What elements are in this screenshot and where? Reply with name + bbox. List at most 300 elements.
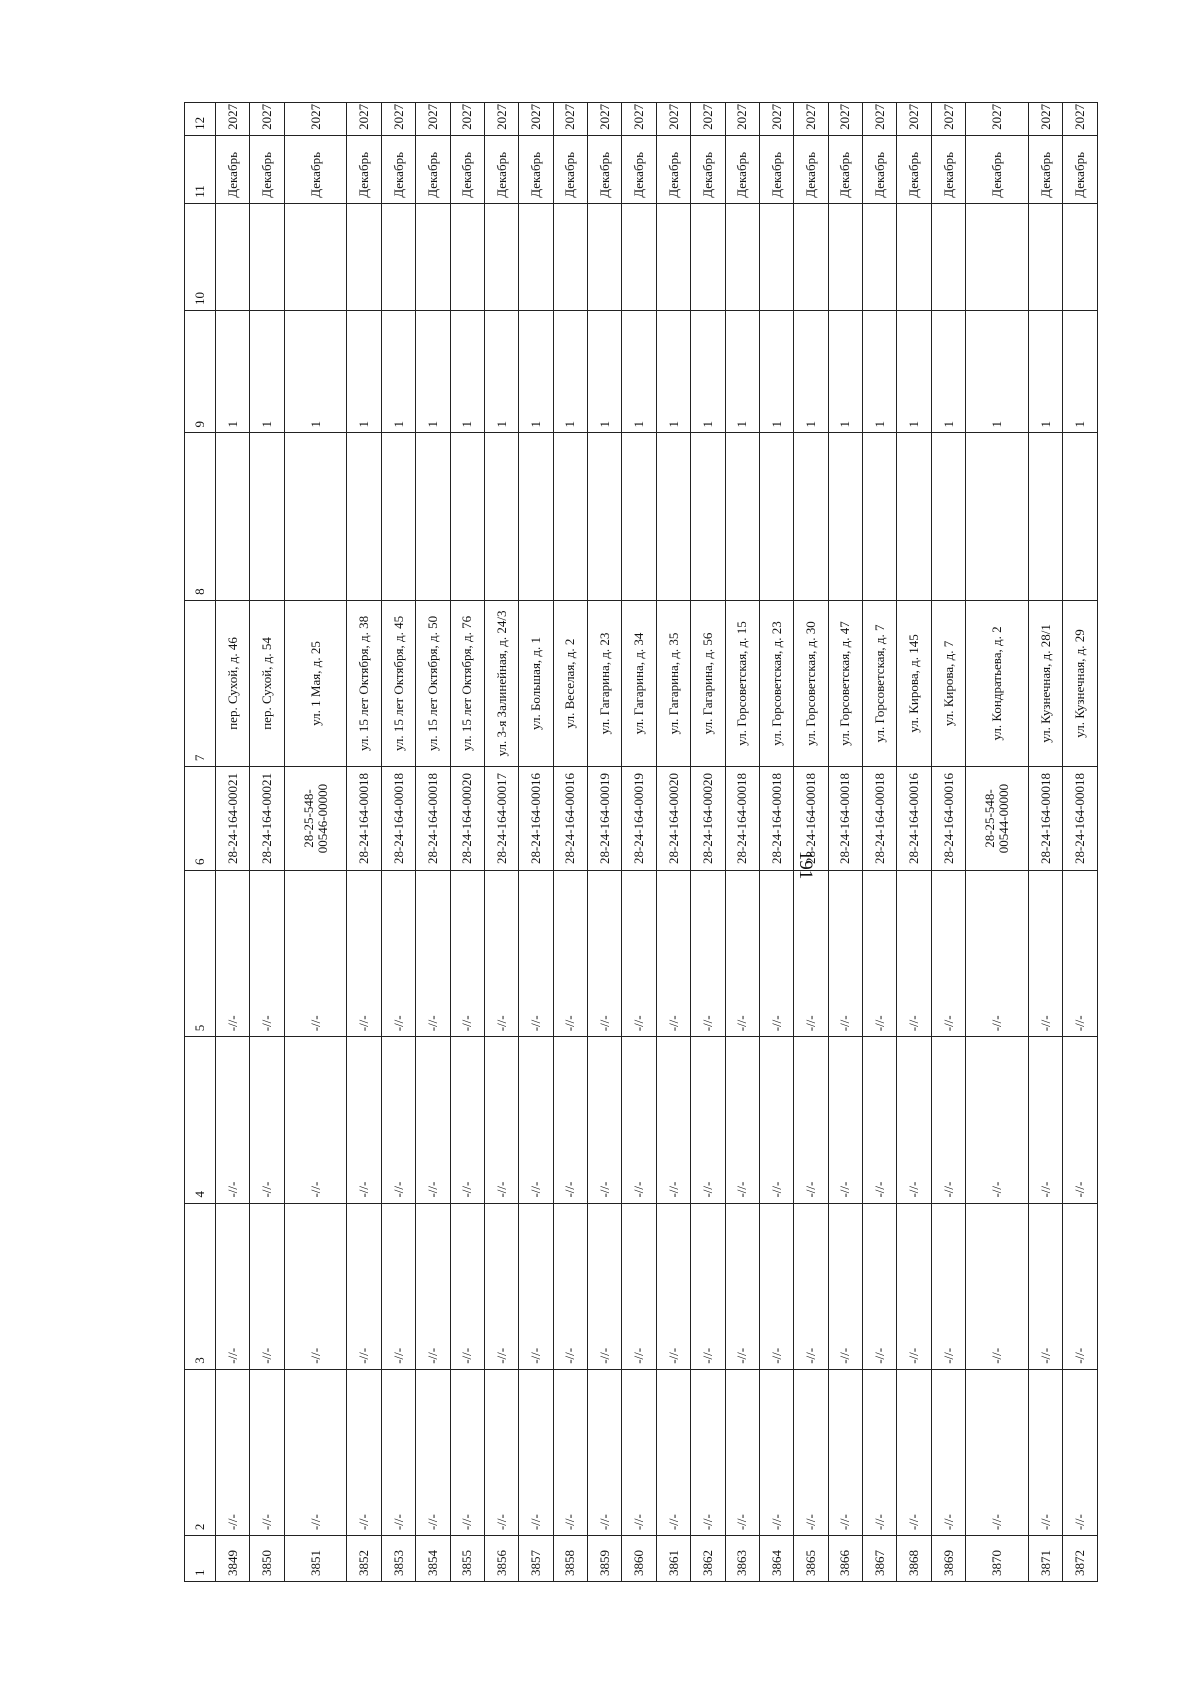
col2-ditto: -//- (347, 1369, 381, 1535)
address-cell: пер. Сухой, д. 46 (216, 600, 250, 766)
row-number: 3858 (553, 1536, 587, 1582)
month-cell: Декабрь (553, 135, 587, 203)
col5-ditto: -//- (1028, 871, 1062, 1037)
col4-ditto: -//- (828, 1037, 862, 1203)
col3-ditto: -//- (1063, 1203, 1098, 1369)
col10-cell (966, 203, 1029, 310)
table-row (656, 103, 690, 1582)
month-cell: Декабрь (519, 135, 553, 203)
col4-ditto: -//- (691, 1037, 725, 1203)
month-cell: Декабрь (250, 135, 284, 203)
col3-ditto: -//- (656, 1203, 690, 1369)
year-cell: 2027 (553, 103, 587, 136)
col3-ditto: -//- (250, 1203, 284, 1369)
row-number: 3869 (931, 1536, 965, 1582)
table-row (897, 103, 931, 1582)
address-cell: ул. Кузнечная, д. 28/1 (1028, 600, 1062, 766)
col2-ditto: -//- (250, 1369, 284, 1535)
year-cell: 2027 (450, 103, 484, 136)
col8-cell (897, 433, 931, 600)
address-cell: ул. 15 лет Октября, д. 76 (450, 600, 484, 766)
col2-ditto: -//- (450, 1369, 484, 1535)
month-cell: Декабрь (931, 135, 965, 203)
col3-ditto: -//- (691, 1203, 725, 1369)
col4-ditto: -//- (519, 1037, 553, 1203)
code-cell: 28-24-164-00016 (553, 767, 587, 871)
column-header: 6 (185, 767, 216, 871)
col8-cell (450, 433, 484, 600)
count-cell: 1 (450, 310, 484, 433)
count-cell: 1 (250, 310, 284, 433)
count-cell: 1 (759, 310, 793, 433)
table-row (553, 103, 587, 1582)
address-cell: ул. Горсоветская, д. 23 (759, 600, 793, 766)
month-cell: Декабрь (416, 135, 450, 203)
col3-ditto: -//- (622, 1203, 656, 1369)
col10-cell (897, 203, 931, 310)
address-cell: ул. 15 лет Октября, д. 38 (347, 600, 381, 766)
code-cell: 28-24-164-00018 (759, 767, 793, 871)
col8-cell (794, 433, 828, 600)
col4-ditto: -//- (216, 1037, 250, 1203)
col4-ditto: -//- (897, 1037, 931, 1203)
month-cell: Декабрь (622, 135, 656, 203)
col10-cell (759, 203, 793, 310)
col4-ditto: -//- (794, 1037, 828, 1203)
count-cell: 1 (1063, 310, 1098, 433)
col2-ditto: -//- (216, 1369, 250, 1535)
col5-ditto: -//- (691, 871, 725, 1037)
col4-ditto: -//- (622, 1037, 656, 1203)
row-number: 3851 (284, 1536, 347, 1582)
year-cell: 2027 (863, 103, 897, 136)
col2-ditto: -//- (622, 1369, 656, 1535)
count-cell: 1 (828, 310, 862, 433)
year-cell: 2027 (1028, 103, 1062, 136)
col2-ditto: -//- (1063, 1369, 1098, 1535)
col3-ditto: -//- (966, 1203, 1029, 1369)
col2-ditto: -//- (484, 1369, 518, 1535)
column-header: 9 (185, 310, 216, 433)
col3-ditto: -//- (1028, 1203, 1062, 1369)
col8-cell (656, 433, 690, 600)
col5-ditto: -//- (450, 871, 484, 1037)
col3-ditto: -//- (347, 1203, 381, 1369)
count-cell: 1 (484, 310, 518, 433)
col8-cell (691, 433, 725, 600)
year-cell: 2027 (1063, 103, 1098, 136)
row-number: 3854 (416, 1536, 450, 1582)
row-number: 3867 (863, 1536, 897, 1582)
table-row (484, 103, 518, 1582)
year-cell: 2027 (622, 103, 656, 136)
table-row (863, 103, 897, 1582)
address-cell: ул. Гагарина, д. 35 (656, 600, 690, 766)
column-header: 12 (185, 103, 216, 136)
col10-cell (484, 203, 518, 310)
address-cell: ул. Горсоветская, д. 15 (725, 600, 759, 766)
row-number: 3865 (794, 1536, 828, 1582)
col4-ditto: -//- (1063, 1037, 1098, 1203)
col2-ditto: -//- (1028, 1369, 1062, 1535)
month-cell: Декабрь (897, 135, 931, 203)
col3-ditto: -//- (284, 1203, 347, 1369)
table-row (691, 103, 725, 1582)
month-cell: Декабрь (725, 135, 759, 203)
table-row (1063, 103, 1098, 1582)
col5-ditto: -//- (656, 871, 690, 1037)
month-cell: Декабрь (794, 135, 828, 203)
col8-cell (519, 433, 553, 600)
count-cell: 1 (416, 310, 450, 433)
column-header: 10 (185, 203, 216, 310)
col4-ditto: -//- (416, 1037, 450, 1203)
col8-cell (216, 433, 250, 600)
month-cell: Декабрь (450, 135, 484, 203)
col8-cell (416, 433, 450, 600)
table-row (347, 103, 381, 1582)
year-cell: 2027 (250, 103, 284, 136)
code-cell: 28-25-548-00546-00000 (284, 767, 347, 871)
col3-ditto: -//- (588, 1203, 622, 1369)
count-cell: 1 (725, 310, 759, 433)
address-cell: ул. 15 лет Октября, д. 50 (416, 600, 450, 766)
table-row (794, 103, 828, 1582)
schedule-table (184, 102, 1098, 1582)
col10-cell (519, 203, 553, 310)
table-row (759, 103, 793, 1582)
row-number: 3855 (450, 1536, 484, 1582)
column-header: 3 (185, 1203, 216, 1369)
row-number: 3856 (484, 1536, 518, 1582)
col8-cell (863, 433, 897, 600)
col5-ditto: -//- (284, 871, 347, 1037)
header-row (185, 103, 216, 1582)
month-cell: Декабрь (484, 135, 518, 203)
col10-cell (588, 203, 622, 310)
col8-cell (588, 433, 622, 600)
col4-ditto: -//- (284, 1037, 347, 1203)
month-cell: Декабрь (588, 135, 622, 203)
year-cell: 2027 (656, 103, 690, 136)
col10-cell (1063, 203, 1098, 310)
col4-ditto: -//- (759, 1037, 793, 1203)
address-cell: ул. Гагарина, д. 23 (588, 600, 622, 766)
col5-ditto: -//- (381, 871, 415, 1037)
col4-ditto: -//- (1028, 1037, 1062, 1203)
code-cell: 28-24-164-00018 (863, 767, 897, 871)
year-cell: 2027 (691, 103, 725, 136)
col3-ditto: -//- (725, 1203, 759, 1369)
month-cell: Декабрь (691, 135, 725, 203)
col4-ditto: -//- (863, 1037, 897, 1203)
row-number: 3861 (656, 1536, 690, 1582)
col10-cell (931, 203, 965, 310)
code-cell: 28-24-164-00017 (484, 767, 518, 871)
row-number: 3849 (216, 1536, 250, 1582)
column-header: 8 (185, 433, 216, 600)
col8-cell (1028, 433, 1062, 600)
col10-cell (622, 203, 656, 310)
col2-ditto: -//- (416, 1369, 450, 1535)
col8-cell (1063, 433, 1098, 600)
year-cell: 2027 (897, 103, 931, 136)
address-cell: ул. Кирова, д. 145 (897, 600, 931, 766)
col5-ditto: -//- (416, 871, 450, 1037)
col8-cell (828, 433, 862, 600)
col5-ditto: -//- (897, 871, 931, 1037)
col8-cell (347, 433, 381, 600)
col10-cell (691, 203, 725, 310)
address-cell: пер. Сухой, д. 54 (250, 600, 284, 766)
count-cell: 1 (794, 310, 828, 433)
page-number: 191 (795, 850, 816, 880)
col8-cell (553, 433, 587, 600)
col2-ditto: -//- (828, 1369, 862, 1535)
row-number: 3871 (1028, 1536, 1062, 1582)
col4-ditto: -//- (450, 1037, 484, 1203)
row-number: 3853 (381, 1536, 415, 1582)
row-number: 3857 (519, 1536, 553, 1582)
col3-ditto: -//- (450, 1203, 484, 1369)
col5-ditto: -//- (216, 871, 250, 1037)
col8-cell (622, 433, 656, 600)
col10-cell (1028, 203, 1062, 310)
col4-ditto: -//- (725, 1037, 759, 1203)
col3-ditto: -//- (897, 1203, 931, 1369)
col10-cell (416, 203, 450, 310)
address-cell: ул. 15 лет Октября, д. 45 (381, 600, 415, 766)
col2-ditto: -//- (931, 1369, 965, 1535)
col2-ditto: -//- (553, 1369, 587, 1535)
column-header: 4 (185, 1037, 216, 1203)
col4-ditto: -//- (553, 1037, 587, 1203)
col4-ditto: -//- (381, 1037, 415, 1203)
col10-cell (347, 203, 381, 310)
col3-ditto: -//- (759, 1203, 793, 1369)
count-cell: 1 (381, 310, 415, 433)
code-cell: 28-24-164-00018 (1028, 767, 1062, 871)
col3-ditto: -//- (931, 1203, 965, 1369)
rotated-table-container (184, 102, 1098, 1582)
address-cell: ул. Горсоветская, д. 7 (863, 600, 897, 766)
table-row (931, 103, 965, 1582)
col8-cell (484, 433, 518, 600)
row-number: 3868 (897, 1536, 931, 1582)
table-row (284, 103, 347, 1582)
code-cell: 28-24-164-00016 (519, 767, 553, 871)
year-cell: 2027 (931, 103, 965, 136)
col4-ditto: -//- (966, 1037, 1029, 1203)
col3-ditto: -//- (216, 1203, 250, 1369)
col5-ditto: -//- (250, 871, 284, 1037)
count-cell: 1 (588, 310, 622, 433)
count-cell: 1 (553, 310, 587, 433)
count-cell: 1 (931, 310, 965, 433)
table-row (622, 103, 656, 1582)
year-cell: 2027 (381, 103, 415, 136)
table-row (216, 103, 250, 1582)
table-row (416, 103, 450, 1582)
col4-ditto: -//- (347, 1037, 381, 1203)
count-cell: 1 (966, 310, 1029, 433)
year-cell: 2027 (588, 103, 622, 136)
col4-ditto: -//- (250, 1037, 284, 1203)
year-cell: 2027 (828, 103, 862, 136)
col5-ditto: -//- (725, 871, 759, 1037)
col2-ditto: -//- (725, 1369, 759, 1535)
count-cell: 1 (284, 310, 347, 433)
col10-cell (656, 203, 690, 310)
col5-ditto: -//- (347, 871, 381, 1037)
year-cell: 2027 (216, 103, 250, 136)
col2-ditto: -//- (588, 1369, 622, 1535)
col5-ditto: -//- (588, 871, 622, 1037)
col10-cell (284, 203, 347, 310)
col2-ditto: -//- (966, 1369, 1029, 1535)
col2-ditto: -//- (284, 1369, 347, 1535)
count-cell: 1 (216, 310, 250, 433)
col2-ditto: -//- (897, 1369, 931, 1535)
address-cell: ул. 3-я Залинейная, д. 24/3 (484, 600, 518, 766)
col5-ditto: -//- (622, 871, 656, 1037)
col3-ditto: -//- (553, 1203, 587, 1369)
address-cell: ул. Кирова, д. 7 (931, 600, 965, 766)
address-cell: ул. Веселая, д. 2 (553, 600, 587, 766)
address-cell: ул. 1 Мая, д. 25 (284, 600, 347, 766)
count-cell: 1 (622, 310, 656, 433)
month-cell: Декабрь (828, 135, 862, 203)
code-cell: 28-24-164-00021 (216, 767, 250, 871)
table-row (1028, 103, 1062, 1582)
col8-cell (966, 433, 1029, 600)
col8-cell (931, 433, 965, 600)
col10-cell (553, 203, 587, 310)
table-row (519, 103, 553, 1582)
col2-ditto: -//- (759, 1369, 793, 1535)
col10-cell (216, 203, 250, 310)
month-cell: Декабрь (863, 135, 897, 203)
count-cell: 1 (691, 310, 725, 433)
col5-ditto: -//- (794, 871, 828, 1037)
code-cell: 28-24-164-00019 (622, 767, 656, 871)
code-cell: 28-24-164-00018 (794, 767, 828, 871)
col5-ditto: -//- (828, 871, 862, 1037)
col5-ditto: -//- (759, 871, 793, 1037)
row-number: 3872 (1063, 1536, 1098, 1582)
month-cell: Декабрь (216, 135, 250, 203)
row-number: 3870 (966, 1536, 1029, 1582)
month-cell: Декабрь (284, 135, 347, 203)
code-cell: 28-24-164-00019 (588, 767, 622, 871)
code-cell: 28-24-164-00020 (450, 767, 484, 871)
col10-cell (794, 203, 828, 310)
year-cell: 2027 (484, 103, 518, 136)
row-number: 3863 (725, 1536, 759, 1582)
col2-ditto: -//- (656, 1369, 690, 1535)
code-cell: 28-24-164-00021 (250, 767, 284, 871)
col2-ditto: -//- (794, 1369, 828, 1535)
column-header: 5 (185, 871, 216, 1037)
month-cell: Декабрь (966, 135, 1029, 203)
year-cell: 2027 (966, 103, 1029, 136)
col3-ditto: -//- (863, 1203, 897, 1369)
col8-cell (250, 433, 284, 600)
table-row (381, 103, 415, 1582)
col10-cell (450, 203, 484, 310)
code-cell: 28-25-548-00544-00000 (966, 767, 1029, 871)
row-number: 3860 (622, 1536, 656, 1582)
year-cell: 2027 (794, 103, 828, 136)
code-cell: 28-24-164-00018 (1063, 767, 1098, 871)
col2-ditto: -//- (691, 1369, 725, 1535)
col8-cell (381, 433, 415, 600)
col5-ditto: -//- (863, 871, 897, 1037)
count-cell: 1 (897, 310, 931, 433)
col10-cell (828, 203, 862, 310)
row-number: 3862 (691, 1536, 725, 1582)
year-cell: 2027 (416, 103, 450, 136)
col3-ditto: -//- (381, 1203, 415, 1369)
row-number: 3850 (250, 1536, 284, 1582)
col3-ditto: -//- (828, 1203, 862, 1369)
col3-ditto: -//- (794, 1203, 828, 1369)
row-number: 3852 (347, 1536, 381, 1582)
count-cell: 1 (519, 310, 553, 433)
address-cell: ул. Горсоветская, д. 47 (828, 600, 862, 766)
code-cell: 28-24-164-00018 (347, 767, 381, 871)
col2-ditto: -//- (381, 1369, 415, 1535)
col10-cell (381, 203, 415, 310)
col10-cell (725, 203, 759, 310)
col8-cell (725, 433, 759, 600)
col5-ditto: -//- (1063, 871, 1098, 1037)
col8-cell (284, 433, 347, 600)
col5-ditto: -//- (931, 871, 965, 1037)
code-cell: 28-24-164-00016 (897, 767, 931, 871)
col3-ditto: -//- (484, 1203, 518, 1369)
count-cell: 1 (656, 310, 690, 433)
col3-ditto: -//- (416, 1203, 450, 1369)
month-cell: Декабрь (1028, 135, 1062, 203)
address-cell: ул. Гагарина, д. 56 (691, 600, 725, 766)
code-cell: 28-24-164-00018 (828, 767, 862, 871)
row-number: 3864 (759, 1536, 793, 1582)
count-cell: 1 (347, 310, 381, 433)
address-cell: ул. Горсоветская, д. 30 (794, 600, 828, 766)
year-cell: 2027 (284, 103, 347, 136)
month-cell: Декабрь (381, 135, 415, 203)
month-cell: Декабрь (656, 135, 690, 203)
col2-ditto: -//- (863, 1369, 897, 1535)
code-cell: 28-24-164-00018 (416, 767, 450, 871)
year-cell: 2027 (519, 103, 553, 136)
col5-ditto: -//- (966, 871, 1029, 1037)
address-cell: ул. Кондратьева, д. 2 (966, 600, 1029, 766)
col5-ditto: -//- (553, 871, 587, 1037)
column-header: 11 (185, 135, 216, 203)
table-row (250, 103, 284, 1582)
table-row (725, 103, 759, 1582)
code-cell: 28-24-164-00016 (931, 767, 965, 871)
col5-ditto: -//- (484, 871, 518, 1037)
code-cell: 28-24-164-00020 (691, 767, 725, 871)
code-cell: 28-24-164-00018 (725, 767, 759, 871)
col10-cell (250, 203, 284, 310)
table-row (966, 103, 1029, 1582)
column-header: 2 (185, 1369, 216, 1535)
count-cell: 1 (863, 310, 897, 433)
